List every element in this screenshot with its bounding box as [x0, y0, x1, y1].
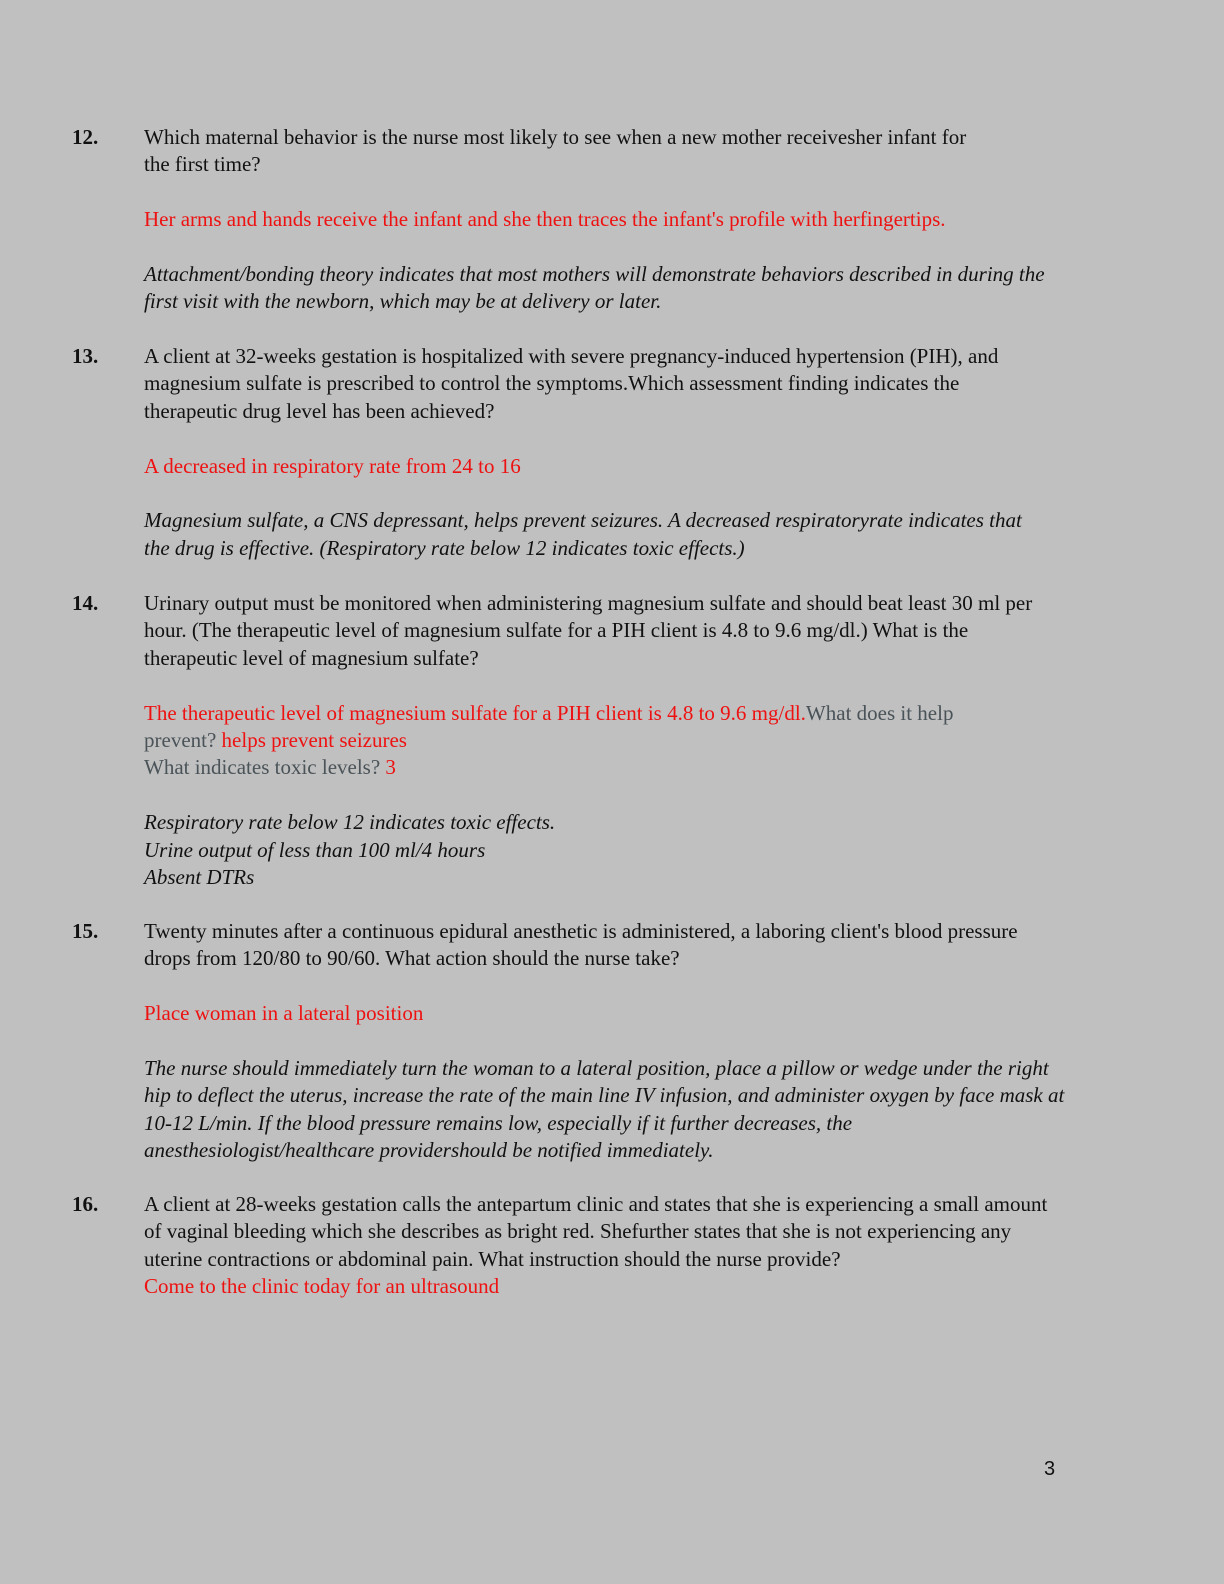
answer-text: A decreased in respiratory rate from 24 to 16 [144, 453, 521, 478]
rationale-line: Respiratory rate below 12 indicates toxic effects. [144, 810, 556, 835]
followup-prompt-2: What indicates toxic levels? [144, 755, 381, 780]
rationale-line: Urine output of less than 100 ml/4 hours [144, 837, 486, 862]
question-text: Which maternal behavior is the nurse most likely to see when a new mother receivesher infant for the first time? [144, 125, 967, 177]
question-number: 15. [72, 919, 99, 943]
followup-answer-2: 3 [385, 755, 396, 780]
question-12 [72, 124, 1082, 316]
question-text: A client at 28-weeks gestation calls the antepartum clinic and states that she is experiencing a small amount of vaginal bleeding which she describes as bright red. Shefurther states that she is not experiencing any uterine contractions or abdominal pain. What instruction should the nurse provide? [144, 1192, 1048, 1271]
followup-answer-1: helps prevent seizures [221, 728, 407, 753]
question-13 [72, 343, 1082, 562]
question-number: 13. [72, 344, 99, 368]
answer-text: Come to the clinic today for an ultrasound [144, 1274, 500, 1299]
question-number: 12. [72, 125, 99, 149]
followup-prompt-1: What does it help prevent? [144, 700, 954, 753]
answer-text: Place woman in a lateral position [144, 1001, 424, 1026]
answer-text: Her arms and hands receive the infant and she then traces the infant's profile with herfingertips. [144, 207, 946, 232]
rationale-line: Absent DTRs [144, 865, 255, 890]
question-text: Urinary output must be monitored when administering magnesium sulfate and should beat least 30 ml per hour. (The therapeutic level of magnesium sulfate for a PIH client is 4.8 to 9.6 mg/dl.) What is the therapeutic level of magnesium sulfate? [144, 591, 1033, 670]
followup-paragraph [144, 754, 1082, 781]
question-14 [72, 590, 1082, 891]
page-number: 3 [1044, 1458, 1056, 1480]
question-15 [72, 918, 1082, 1165]
question-number: 16. [72, 1192, 99, 1216]
rationale-text: The nurse should immediately turn the woman to a lateral position, place a pillow or wedge under the right hip to deflect the uterus, increase the rate of the main line IV infusion, and administer oxygen by face mask at 10-12 L/min. If the blood pressure remains low, especially if it further decreases, the anesthesiologist/healthcare providershould be notified immediately. [144, 1056, 1065, 1163]
question-text: Twenty minutes after a continuous epidural anesthetic is administered, a laboring client's blood pressure drops from 120/80 to 90/60. What action should the nurse take? [144, 919, 1018, 971]
question-number: 14. [72, 591, 99, 615]
rationale-text: Magnesium sulfate, a CNS depressant, helps prevent seizures. A decreased respiratoryrate indicates that the drug is effective. (Respiratory rate below 12 indicates toxic effects.) [144, 508, 1022, 560]
question-16 [72, 1191, 1082, 1301]
rationale-text: Attachment/bonding theory indicates that most mothers will demonstrate behaviors described in during the first visit with the newborn, which may be at delivery or later. [144, 262, 1045, 314]
answer-paragraph [144, 700, 1014, 755]
answer-text: The therapeutic level of magnesium sulfate for a PIH client is 4.8 to 9.6 mg/dl. [144, 700, 806, 725]
question-text: A client at 32-weeks gestation is hospitalized with severe pregnancy-induced hypertension (PIH), and magnesium sulfate is prescribed to control the symptoms.Which assessment finding indicates the therapeutic drug level has been achieved? [144, 344, 999, 423]
